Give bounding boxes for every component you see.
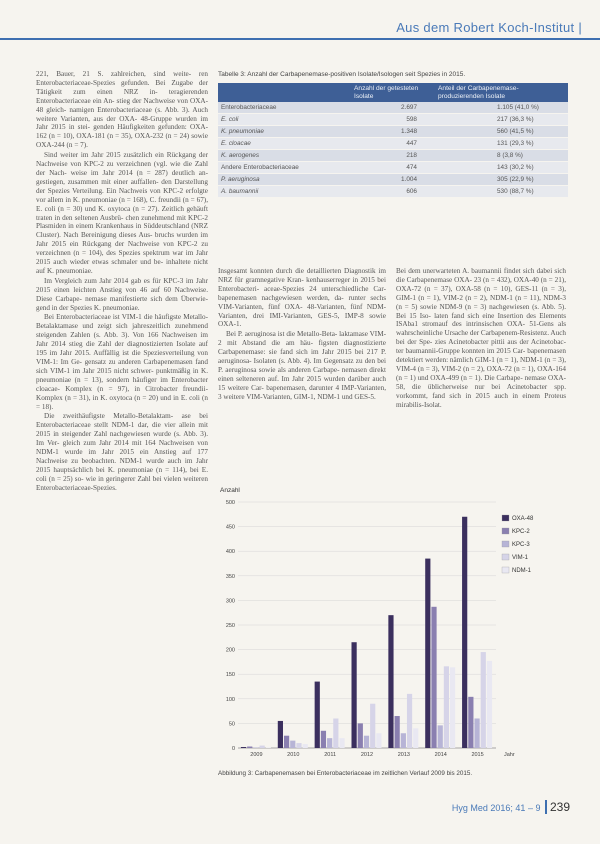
table-header-tested: Anzahl der getesteten Isolate bbox=[351, 83, 435, 102]
bar bbox=[438, 725, 443, 748]
page-header bbox=[0, 0, 600, 58]
table-cell-tested: 1.348 bbox=[351, 126, 435, 138]
bar bbox=[413, 728, 418, 748]
table-header-species bbox=[218, 83, 351, 102]
table-cell-share: 560 (41,5 %) bbox=[435, 126, 568, 138]
text-column-left bbox=[36, 70, 208, 778]
bar bbox=[290, 741, 295, 748]
x-tick-label: 2010 bbox=[287, 752, 300, 758]
table-cell-species: E. cloacae bbox=[218, 138, 351, 150]
bar bbox=[278, 721, 283, 748]
bar bbox=[450, 667, 455, 748]
y-tick-label: 150 bbox=[225, 672, 235, 679]
bar bbox=[247, 747, 252, 748]
x-tick-label: 2011 bbox=[324, 752, 337, 758]
table-caption: Tabelle 3: Anzahl der Carbapenemase-positiven Isolate/Isologen seit Spezies in 2015. bbox=[218, 71, 466, 78]
bar bbox=[315, 682, 320, 748]
page-footer bbox=[452, 800, 570, 814]
bar bbox=[296, 743, 301, 748]
bar bbox=[260, 746, 265, 748]
chart-svg bbox=[218, 480, 573, 770]
table-cell-species: K. pneumoniae bbox=[218, 126, 351, 138]
text-column-middle bbox=[218, 267, 386, 467]
table-cell-tested: 447 bbox=[351, 138, 435, 150]
bar bbox=[481, 652, 486, 748]
table-header-share: Anteil der Carbapenemase- produzierenden Isolate bbox=[435, 83, 568, 102]
bar bbox=[358, 723, 363, 748]
paragraph: Bei dem unerwarteten A. baumannii findet sich dabei sich die Carbapenemase OXA- 23 (n = 432), OXA-40 (n = 21), OXA-72 (n = 37), OXA-58 (n = 10), GES-11 (n = 3), GIM-1 (n = 1), VIM-2 (n = 2), NDM-1 (n = 11), NDM-3 (n = 5) sowie NDM-9 (n = 3) nachgewiesen (s. Abb. 5). Bei 15 Iso- laten fand sich eine Insertion des Elements ISAba1 stromauf des intrinsischen OXA- 51-Gens als wahrscheinliche Ursache der Carbapenem-Resistenz. Auch bei der Spe- zies Acinetobacter pittii aus der Acinetobac- ter baumannii-Gruppe konnten im 2015 Car- bapenemasen detektiert werden: nämlich GIM-1 (n = 1), NDM-1 (n = 3), VIM-4 (n = 3), VIM-2 (n = 2), OXA-72 (n = 1), OXA-164 (n = 1) und OXA-499 (n = 1). Die Carbape- nemase OXA-58, die üblicherweise nur bei Acinetobacter spp. vorkommt, fand sich in 2015 auch in einem Proteus mirabilis-Isolat. bbox=[396, 267, 566, 409]
bar bbox=[364, 736, 369, 748]
paragraph: Bei Enterobacteriaceae ist VIM-1 die häufigste Metallo-Betalaktamase und zeigt sich jahreszeitlich zunehmend steigenden Zahlen (s. Abb. 3). Von 166 Nachweisen im Jahr 2014 stieg die Zahl der diagnostizierten Isolate auf 195 im Jahr 2015. Auffällig ist die Speziesverteilung von VIM-1: Im Ge- gensatz zu anderen Carbapenemasen fand sich VIM-1 im Jahr 2015 nicht schwer- punktmäßig in K. pneumoniae (n = 13), sondern häufiger im Enterobacter cloacae- Komplex (n = 97), in Citrobacter freundii- Komplex (n = 31), in K. oxytoca (n = 20) und in E. coli (n = 18). bbox=[36, 313, 208, 411]
table-cell-share: 217 (36,3 %) bbox=[435, 114, 568, 126]
table-cell-tested: 2.697 bbox=[351, 102, 435, 114]
legend-swatch bbox=[502, 567, 509, 573]
x-tick-label: 2014 bbox=[434, 752, 447, 758]
bar bbox=[327, 738, 332, 748]
paragraph: Die zweithäufigste Metallo-Betalaktam- ase bei Enterobacteriaceae stellt NDM-1 dar, die vier allein mit 2015 in steigender Zahl nachgewiesen wurde (s. Abb. 3). Im Ver- gleich zum Jahr 2014 mit 164 Nachweisen von NDM-1 wurde im Jahr 2015 ein Anstieg auf 177 Nachweise zu beobachten. NDM-1 wurde auch im Jahr 2015 hauptsächlich bei K. pneumoniae (n = 114), bei E. coli (n = 25) so- wie in geringerer Zahl bei vielen weiteren Enterobacteriaceae-Spezies. bbox=[36, 412, 208, 492]
table-cell-share: 1.105 (41,0 %) bbox=[435, 102, 568, 114]
bar bbox=[474, 718, 479, 748]
bar bbox=[352, 642, 357, 748]
paragraph: Sind weiter im Jahr 2015 zusätzlich ein Rückgang der Nachweise von KPC-2 zu verzeichnen (vgl. wie die Zahl der Nach- weise im Jahr 2014 (n = 287) deutlich an- gestiegen, zusammen mit einer auffallen- den Darstellung der Spezies Verteilung. Ein Nachweis von KPC-2 erfolgte vor allem in K. pneumoniae (n = 168), C. freundii (n = 67), E. coli (n = 30) und K. oxytoca (n = 27). Zeitlich gehäuft traten in den seltenen Ausbrü- chen zunehmend mit KPC-2 Plasmiden in einem Krankenhaus in Süddeutschland (NRZ Cluster). Nach Bereinigung dieses Aus- bruchs wurden im Jahr 2015 ein Rückgang der Nachweise von KPC-2 zu verzeichnen (n = 104), des Spezies spektrum war im Jahr 2015 auch wieder etwas schmaler und be- inhaltete nicht auf K. pneumoniae. bbox=[36, 151, 208, 275]
table-cell-share: 131 (29,3 %) bbox=[435, 138, 568, 150]
bar bbox=[370, 704, 375, 748]
bar bbox=[303, 744, 308, 748]
journal-issue: Hyg Med 2016; 41 – 9 bbox=[451, 803, 541, 813]
x-axis-label: Jahr bbox=[504, 752, 515, 758]
x-tick-label: 2015 bbox=[471, 752, 484, 758]
bar bbox=[431, 607, 436, 748]
table-cell-share: 305 (22,9 %) bbox=[435, 174, 568, 186]
table-cell-tested: 598 bbox=[351, 114, 435, 126]
table-row bbox=[218, 150, 568, 162]
x-tick-label: 2009 bbox=[250, 752, 263, 758]
table-cell-species: Enterobacteriaceae bbox=[218, 102, 351, 114]
carbapenemase-table bbox=[218, 83, 568, 198]
x-tick-label: 2012 bbox=[360, 752, 374, 758]
table-cell-species: Andere Enterobacteriaceae bbox=[218, 162, 351, 174]
bar bbox=[376, 733, 381, 748]
y-tick-label: 350 bbox=[225, 573, 235, 580]
bar bbox=[444, 666, 449, 748]
paragraph: Insgesamt konnten durch die detaillierten Diagnostik im NRZ für gramnegative Kran- kenhauserreger in 2015 bei Enterobacteri- aceae-Spezies 24 unterschiedliche Car- bapenemasen nachgewiesen werden, da- runter sechs VIM-Varianten, fünf OXA- 48-Varianten, fünf NDM-Varianten, drei IMI-Varianten, GES-5, IMP-8 sowie OXA-1. bbox=[218, 267, 386, 329]
y-tick-label: 200 bbox=[225, 647, 235, 654]
y-tick-label: 500 bbox=[225, 500, 235, 506]
paragraph: Bei P. aeruginosa ist die Metallo-Beta- laktamase VIM-2 mit Abstand die am häu- figsten diagnostizierte Carbapenemase: sie fand sich im Jahr 2015 bei 217 P. aeruginosa- Isolaten (s. Abb. 4). Im Gegensatz zu den bei P. aeruginosa sowie als anderen Carbape- nemasen direkt einen selteneren auf. Im Jahr 2015 wurden darüber auch 15 weitere Car- bapenemasen, darunter 4 IMP-Varianten, 3 weitere VIM-Varianten, GIM-1, NDM-1 und GES-5. bbox=[218, 330, 386, 401]
table-cell-share: 143 (30,2 %) bbox=[435, 162, 568, 174]
bar bbox=[333, 718, 338, 748]
table-row bbox=[218, 162, 568, 174]
legend-label: OXA-48 bbox=[512, 516, 534, 522]
legend-swatch bbox=[502, 528, 509, 534]
legend-label: KPC-2 bbox=[512, 529, 530, 535]
table-cell-share: 8 (3,8 %) bbox=[435, 150, 568, 162]
table-row bbox=[218, 114, 568, 126]
legend-swatch bbox=[502, 554, 509, 560]
table-cell-species: P. aeruginosa bbox=[218, 174, 351, 186]
carbapenemase-bar-chart bbox=[218, 480, 573, 770]
table-cell-share: 530 (88,7 %) bbox=[435, 186, 568, 198]
y-tick-label: 100 bbox=[225, 696, 235, 703]
legend-label: KPC-3 bbox=[512, 542, 530, 548]
paragraph: Im Vergleich zum Jahr 2014 gab es für KPC-3 im Jahr 2015 einen leichten Anstieg von 46 auf 60 Nachweise. Diese Carbape- nemase manifestierte sich dem Überwie- gend in der Spezies K. pneumoniae. bbox=[36, 276, 208, 312]
bar bbox=[321, 731, 326, 748]
page-number: 239 bbox=[545, 800, 570, 814]
table-row bbox=[218, 186, 568, 198]
bar bbox=[468, 697, 473, 748]
bar bbox=[395, 716, 400, 748]
bar bbox=[425, 559, 430, 748]
bar bbox=[284, 736, 289, 748]
paragraph: 221, Bauer, 21 S. zahlreichen, sind weite- ren Enterobacteriaceae-Spezies gefunden. Bei Zugabe der Tätigkeit zum einen NRZ in- teragierenden Enterobacteriaceae ein An- stieg der Nachweise von OXA-48 gleich- namigen Enterobacteriaceae (s. Abb. 3). Auch weitere Varianten, aus der OXA- 48-Gruppe wurden im Jahr 2015 in stei- genden Häufigkeiten gefunden: OXA-162 (n = 10), OXA-181 (n = 35), OXA-232 (n = 24) sowie OXA-244 (n = 7). bbox=[36, 70, 208, 150]
y-axis-label: Anzahl bbox=[220, 487, 240, 494]
bar bbox=[339, 738, 344, 748]
y-tick-label: 0 bbox=[231, 746, 235, 752]
y-tick-label: 50 bbox=[228, 721, 235, 728]
table-row bbox=[218, 138, 568, 150]
table-row bbox=[218, 174, 568, 186]
table-cell-tested: 474 bbox=[351, 162, 435, 174]
header-rule bbox=[0, 38, 600, 40]
table-cell-tested: 606 bbox=[351, 186, 435, 198]
bar bbox=[241, 747, 246, 748]
table-cell-tested: 218 bbox=[351, 150, 435, 162]
figure-caption: Abbildung 3: Carbapenemasen bei Enterobacteriaceae im zeitlichen Verlauf 2009 bis 2015. bbox=[218, 770, 473, 777]
bar bbox=[401, 733, 406, 748]
x-tick-label: 2013 bbox=[397, 752, 410, 758]
y-tick-label: 400 bbox=[225, 549, 235, 556]
legend-swatch bbox=[502, 515, 509, 521]
bar bbox=[487, 661, 492, 748]
legend-label: NDM-1 bbox=[512, 568, 531, 574]
table-cell-species: E. coli bbox=[218, 114, 351, 126]
table-row bbox=[218, 126, 568, 138]
bar bbox=[407, 694, 412, 748]
y-tick-label: 450 bbox=[225, 524, 235, 531]
legend-label: VIM-1 bbox=[512, 555, 529, 561]
journal-section-title: Aus dem Robert Koch-Institut | bbox=[396, 20, 582, 35]
table-cell-tested: 1.004 bbox=[351, 174, 435, 186]
bar bbox=[462, 517, 467, 748]
y-tick-label: 250 bbox=[225, 623, 235, 629]
legend-swatch bbox=[502, 541, 509, 547]
table-row bbox=[218, 102, 568, 114]
bar bbox=[388, 615, 393, 748]
table-cell-species: K. aerogenes bbox=[218, 150, 351, 162]
y-tick-label: 300 bbox=[225, 598, 235, 605]
text-column-right bbox=[396, 267, 566, 477]
table-cell-species: A. baumannii bbox=[218, 186, 351, 198]
